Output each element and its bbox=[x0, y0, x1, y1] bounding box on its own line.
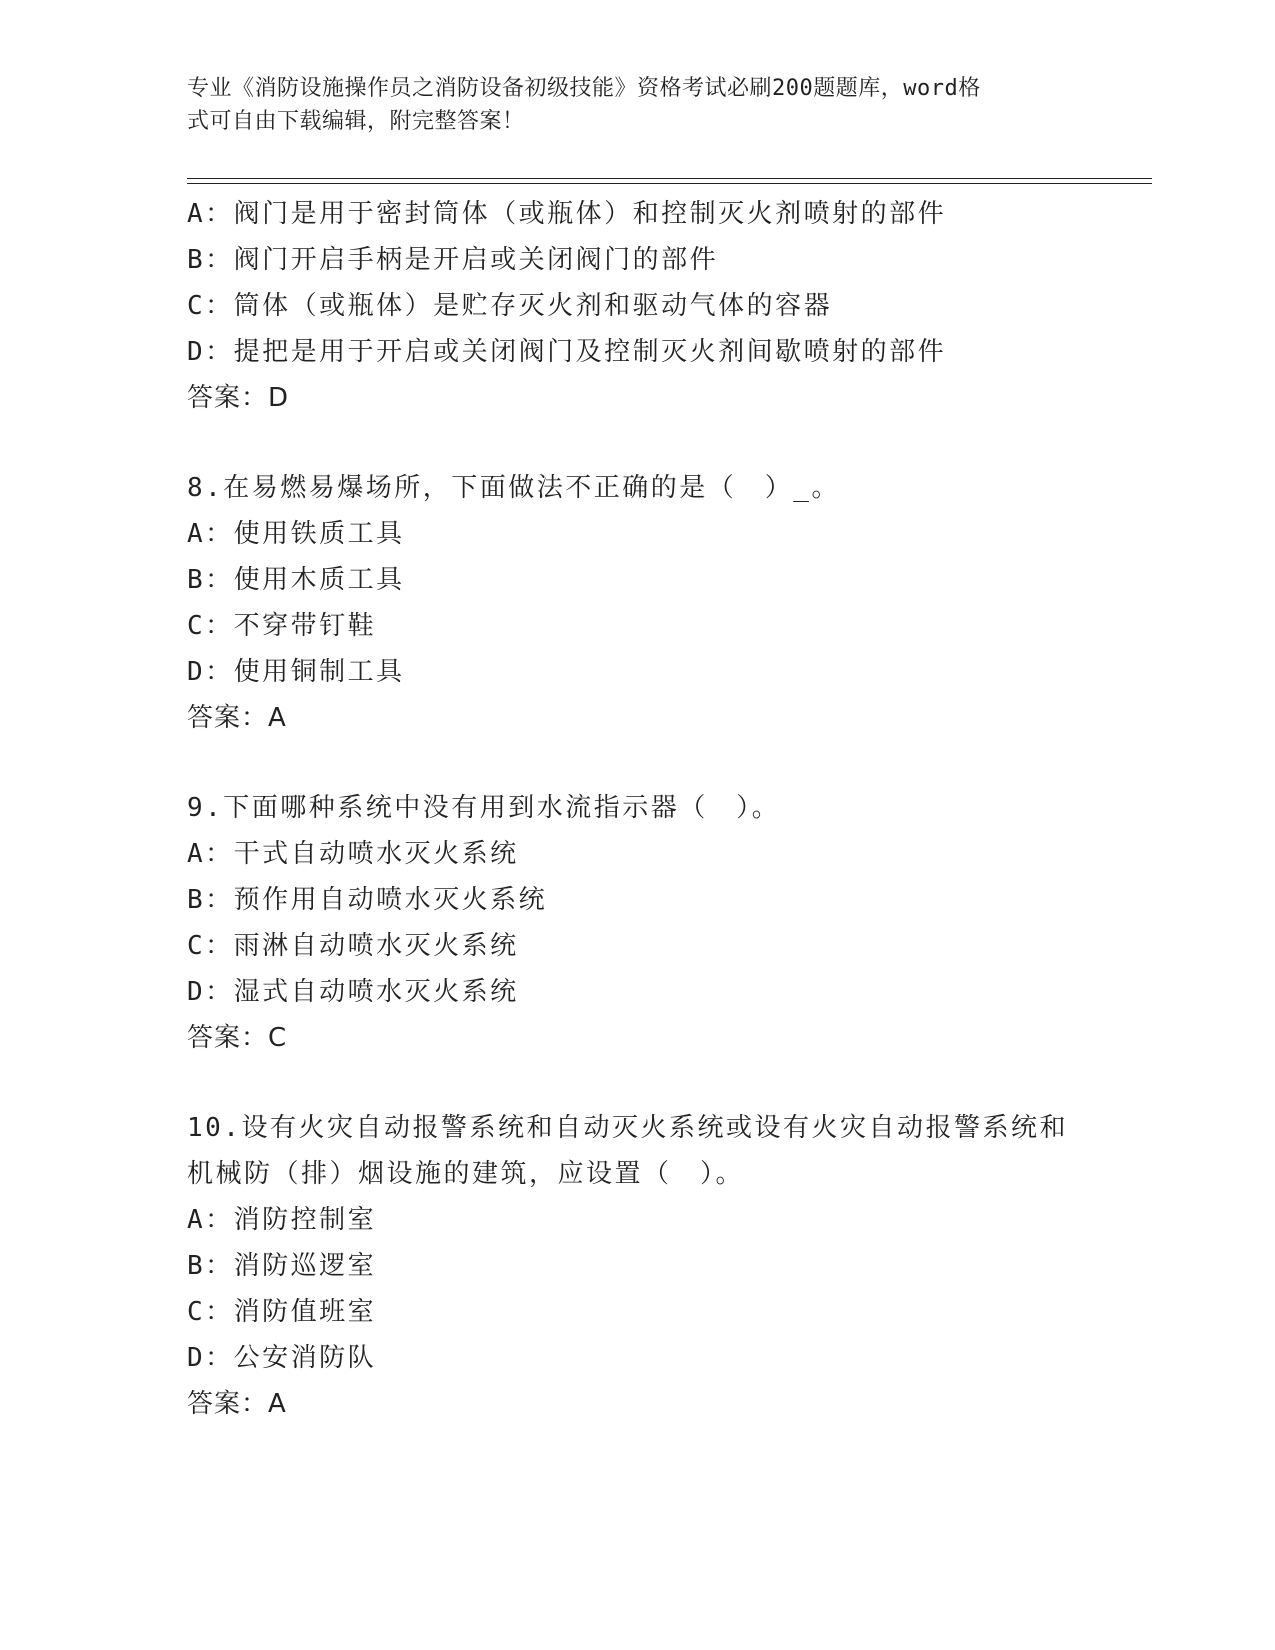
question-spacer bbox=[187, 421, 1087, 465]
question-spacer bbox=[187, 1061, 1087, 1105]
header-rule-bottom bbox=[187, 183, 1152, 184]
question-text-line-2: 机械防（排）烟设施的建筑，应设置（ ）。 bbox=[187, 1159, 745, 1189]
question-7 bbox=[187, 191, 1087, 421]
answer: 答案：D bbox=[187, 383, 290, 413]
header-line-1: 专业《消防设施操作员之消防设备初级技能》资格考试必刷200题题库，word格 bbox=[187, 76, 981, 101]
question-text: 9.下面哪种系统中没有用到水流指示器（ ）。 bbox=[187, 793, 781, 823]
option-c: C：筒体（或瓶体）是贮存灭火剂和驱动气体的容器 bbox=[187, 291, 833, 321]
option-d: D：湿式自动喷水灭火系统 bbox=[187, 977, 519, 1007]
document-header bbox=[187, 72, 1067, 138]
header-rule-top bbox=[187, 178, 1152, 179]
header-line-2: 式可自由下载编辑，附完整答案！ bbox=[187, 109, 525, 134]
answer: 答案：A bbox=[187, 1389, 287, 1419]
option-b: B：消防巡逻室 bbox=[187, 1251, 377, 1281]
option-b: B：阀门开启手柄是开启或关闭阀门的部件 bbox=[187, 245, 719, 275]
option-a: A：使用铁质工具 bbox=[187, 519, 405, 549]
option-c: C：雨淋自动喷水灭火系统 bbox=[187, 931, 519, 961]
option-c: C：消防值班室 bbox=[187, 1297, 377, 1327]
option-a: A：阀门是用于密封筒体（或瓶体）和控制灭火剂喷射的部件 bbox=[187, 199, 947, 229]
question-spacer bbox=[187, 741, 1087, 785]
question-text-line-1: 10.设有火灾自动报警系统和自动灭火系统或设有火灾自动报警系统和 bbox=[187, 1113, 1068, 1143]
option-a: A：消防控制室 bbox=[187, 1205, 377, 1235]
option-d: D：使用铜制工具 bbox=[187, 657, 405, 687]
option-b: B：预作用自动喷水灭火系统 bbox=[187, 885, 548, 915]
question-8 bbox=[187, 465, 1087, 741]
option-a: A：干式自动喷水灭火系统 bbox=[187, 839, 519, 869]
answer: 答案：A bbox=[187, 703, 287, 733]
question-10 bbox=[187, 1105, 1087, 1427]
option-d: D：公安消防队 bbox=[187, 1343, 377, 1373]
option-d: D：提把是用于开启或关闭阀门及控制灭火剂间歇喷射的部件 bbox=[187, 337, 947, 367]
option-b: B：使用木质工具 bbox=[187, 565, 405, 595]
option-c: C：不穿带钉鞋 bbox=[187, 611, 377, 641]
question-text: 8.在易燃易爆场所，下面做法不正确的是（ ）_。 bbox=[187, 473, 840, 503]
answer: 答案：C bbox=[187, 1023, 288, 1053]
question-9 bbox=[187, 785, 1087, 1061]
question-list bbox=[187, 191, 1087, 1427]
